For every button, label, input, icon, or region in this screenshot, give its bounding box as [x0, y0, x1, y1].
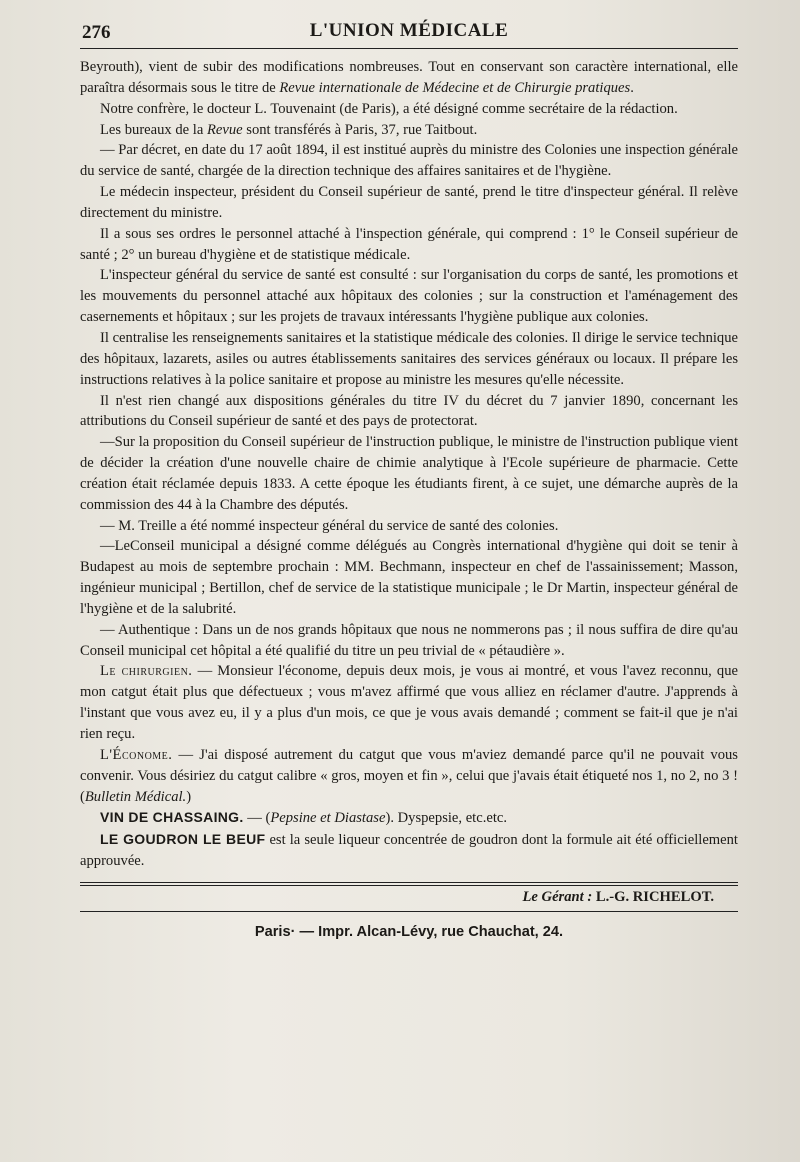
footer-rule	[80, 911, 738, 912]
paragraph: Les bureaux de la Revue sont transférés à Paris, 37, rue Taitbout.	[100, 121, 478, 138]
page-header	[80, 18, 738, 46]
paragraph: — M. Treille a été nommé inspecteur général du service de santé des colonies.	[100, 517, 559, 534]
running-title: L'UNION MÉDICALE	[309, 20, 509, 41]
paragraph: — Par décret, en date du 17 août 1894, il est institué auprès du ministre des Colonies une inspection générale du service de santé, chargée de la direction technique des affaires sanitaires et de l'hygiène.	[80, 142, 738, 180]
ad-goudron-name: LE GOUDRON LE BEUF	[100, 831, 266, 848]
header-rule	[80, 48, 738, 49]
advertisement-vin: VIN DE CHASSAING. — (Pepsine et Diastase). Dyspepsie, etc.etc.	[100, 809, 508, 827]
paragraph: — Authentique : Dans un de nos grands hôpitaux que nous ne nommerons pas ; il nous suffira de dire qu'au Conseil municipal cet hôpital a été qualifié du titre un peu trivial de « pétaudière ».	[80, 621, 738, 659]
paragraph: —LeConseil municipal a désigné comme délégués au Congrès international d'hygiène qui doit se tenir à Budapest au mois de septembre prochain : MM. Bechmann, inspecteur en chef de l'assainissement; Masson, ingénieur municipal ; Bertillon, chef de service de la statistique municipale ; le Dr Martin, inspecteur général de l'hygiène et de la salubrité.	[80, 538, 738, 617]
paragraph: L'inspecteur général du service de santé est consulté : sur l'organisation du corps de santé, les promotions et les mouvements du personnel attaché aux hôpitaux des colonies ; sur la construction et l'aménagement des casernements et hôpitaux ; sur les projets de travaux intéressants l'hygiène publique aux colonies.	[80, 267, 738, 326]
advertisement-goudron: LE GOUDRON LE BEUF est la seule liqueur concentrée de goudron dont la formule ait été officiellement approuvée.	[80, 831, 738, 870]
paragraph: Il n'est rien changé aux dispositions générales du titre IV du décret du 7 janvier 1890, concernant les attributions du Conseil supérieur de santé et des pays de protectorat.	[80, 392, 738, 430]
paragraph: —Sur la proposition du Conseil supérieur de l'instruction publique, le ministre de l'instruction publique vient de décider la création d'une nouvelle chaire de chimie analytique à l'Ecole supérieure de pharmacie. Cette création était réclamée depuis 1833. A cette époque les étudiants firent, à ce sujet, une démarche auprès de la commission des 44 à la Chambre des députés.	[80, 434, 738, 513]
footer-double-rule	[80, 882, 738, 886]
paragraph: Il centralise les renseignements sanitaires et la statistique médicale des colonies. Il dirige le service technique des hôpitaux, lazarets, asiles ou autres établissements sanitaires des services généraux ou locaux. Il prépare les instructions relatives à la police sanitaire et propose au ministre les mesures qu'elle nécessite.	[80, 329, 738, 388]
paragraph: Notre confrère, le docteur L. Touvenaint (de Paris), a été désigné comme secrétaire de la rédaction.	[100, 100, 678, 117]
article-body	[80, 57, 738, 872]
paragraph: Il a sous ses ordres le personnel attaché à l'inspection générale, qui comprend : 1° le Conseil supérieur de santé ; 2° un bureau d'hygiène et de statistique médicale.	[80, 225, 738, 263]
paragraph: Le médecin inspecteur, président du Conseil supérieur de santé, prend le titre d'inspecteur général. Il relève directement du ministre.	[80, 184, 738, 221]
paragraph: L'Économe. — J'ai disposé autrement du catgut que vous m'aviez demandé parce qu'il ne pouvait vous convenir. Vous désiriez du catgut calibre « gros, moyen et fin », celui que j'avais était étiqueté nos 1, no 2, no 3 ! (Bulletin Médical.)	[80, 746, 738, 805]
speaker-label: L'Économe.	[100, 746, 173, 763]
ad-vin-name: VIN DE CHASSAING.	[100, 809, 244, 826]
gerant-signature: Le Gérant : L.-G. RICHELOT.	[522, 888, 714, 905]
speaker-label: Le chirurgien.	[100, 663, 193, 680]
printer-imprint: Paris· — Impr. Alcan-Lévy, rue Chauchat, 24.	[254, 923, 564, 940]
paragraph: Beyrouth), vient de subir des modifications nombreuses. Tout en conservant son caractère international, elle paraîtra désormais sous le titre de Revue internationale de Médecine et de Chirurgie pratiques.	[80, 59, 738, 96]
paragraph: Le chirurgien. — Monsieur l'économe, depuis deux mois, je vous ai montré, et vous l'avez reconnu, que mon catgut était plus que défectueux ; vous m'avez affirmé que vous alliez en réclamer d'autre. J'apprends à l'instant que vous avez eu, il y a plus d'un mois, ce que je vous avais demandé ; comment se fait-il que je n'ai rien reçu.	[80, 663, 738, 742]
page-number: 276	[82, 22, 111, 43]
